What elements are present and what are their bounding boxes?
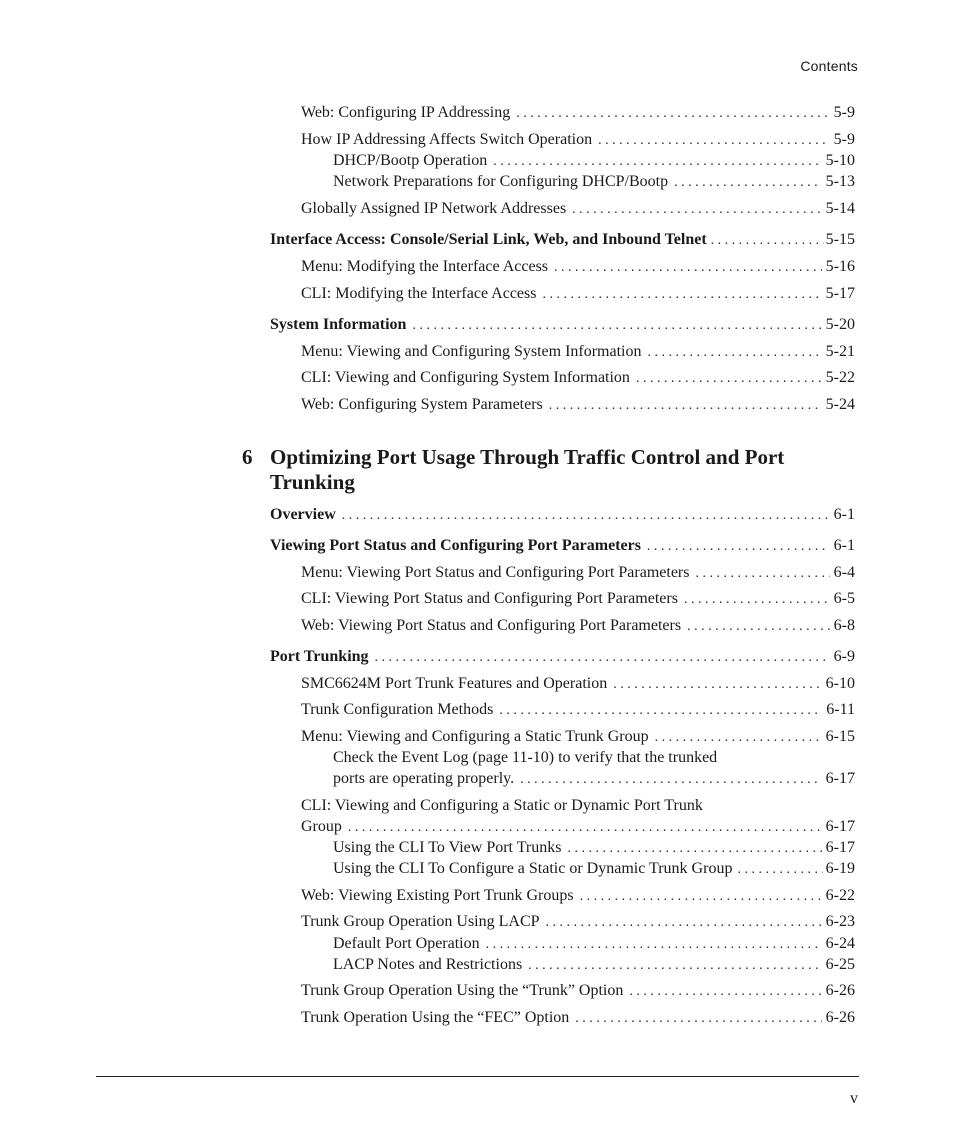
toc-entry-title: Menu: Viewing and Configuring System Information xyxy=(301,343,642,360)
toc-entry-title: Trunk Operation Using the “FEC” Option xyxy=(301,1009,570,1026)
toc-entry[interactable] xyxy=(301,674,855,694)
toc-section-entry[interactable] xyxy=(270,230,855,250)
toc-entry-page: 5-15 xyxy=(825,231,855,248)
toc-entry-page: 6-1 xyxy=(833,506,855,523)
toc-entry-title: Menu: Viewing Port Status and Configuring Port Parameters xyxy=(301,564,690,581)
toc-entry-page: 6-22 xyxy=(825,887,855,904)
toc-entry-page: 6-23 xyxy=(825,913,855,930)
toc-entry-page: 6-26 xyxy=(825,982,855,999)
toc-entry[interactable] xyxy=(301,563,855,583)
toc-entry-page: 6-19 xyxy=(825,860,855,877)
toc-entry-title: Using the CLI To View Port Trunks xyxy=(333,839,562,856)
toc-section-entry[interactable] xyxy=(270,647,855,667)
toc-entry-title: Menu: Modifying the Interface Access xyxy=(301,258,549,275)
toc-entry[interactable] xyxy=(333,934,855,954)
dot-leader xyxy=(647,537,830,557)
toc-entry[interactable] xyxy=(301,1008,855,1028)
toc-entry-title: DHCP/Bootp Operation xyxy=(333,152,488,169)
toc-entry-title: Globally Assigned IP Network Addresses xyxy=(301,200,567,217)
toc-entry[interactable] xyxy=(333,151,855,171)
toc-entry[interactable] xyxy=(301,284,855,304)
chapter-number: 6 xyxy=(242,445,253,469)
toc-entry-title: Web: Viewing Existing Port Trunk Groups xyxy=(301,887,574,904)
toc-entry-page: 5-9 xyxy=(833,131,855,148)
toc-entry[interactable] xyxy=(301,886,855,906)
toc-section-entry[interactable] xyxy=(270,505,855,525)
toc-entry[interactable] xyxy=(301,589,855,609)
toc-entry-page: 5-13 xyxy=(825,173,855,190)
toc-entry-title-line2: ports are operating properly. xyxy=(333,770,515,787)
toc-entry-title: Default Port Operation xyxy=(333,935,480,952)
toc-entry-page: 5-20 xyxy=(825,316,855,333)
toc-entry[interactable] xyxy=(333,859,855,879)
toc-entry-title: Viewing Port Status and Configuring Port Parameters xyxy=(270,537,641,554)
toc-entry-title: Menu: Viewing and Configuring a Static Trunk Group xyxy=(301,728,649,745)
toc-entry[interactable] xyxy=(301,103,855,123)
dot-leader xyxy=(711,231,824,251)
toc-entry[interactable] xyxy=(301,981,855,1001)
dot-leader xyxy=(342,506,830,526)
toc-entry-title: Web: Configuring IP Addressing xyxy=(301,104,511,121)
toc-entry-title: System Information xyxy=(270,316,407,333)
dot-leader xyxy=(674,173,822,193)
dot-leader xyxy=(629,982,821,1002)
dot-leader xyxy=(695,564,829,584)
toc-entry-page: 6-26 xyxy=(825,1009,855,1026)
toc-entry[interactable] xyxy=(301,342,855,362)
dot-leader xyxy=(546,913,822,933)
toc-entry-page: 5-16 xyxy=(825,258,855,275)
toc-entry-title-line2: Group xyxy=(301,818,342,835)
toc-entry-page: 5-14 xyxy=(825,200,855,217)
toc-section-entry[interactable] xyxy=(270,536,855,556)
toc-entry-page: 5-9 xyxy=(833,104,855,121)
toc-entry[interactable] xyxy=(301,700,855,720)
page-number: v xyxy=(850,1090,858,1107)
dot-leader xyxy=(647,343,821,363)
dot-leader xyxy=(580,887,822,907)
toc-entry-title: Web: Viewing Port Status and Configuring Port Parameters xyxy=(301,617,682,634)
toc-entry-page: 6-5 xyxy=(833,590,855,607)
toc-entry-page: 5-24 xyxy=(825,396,855,413)
dot-leader xyxy=(636,369,822,389)
toc-entry[interactable] xyxy=(301,616,855,636)
chapter-title[interactable]: Optimizing Port Usage Through Traffic Control and Port Trunking xyxy=(270,445,785,494)
dot-leader xyxy=(575,1009,821,1029)
toc-entry-page: 6-11 xyxy=(826,701,855,718)
toc-entry[interactable] xyxy=(301,257,855,277)
toc-entry-title: SMC6624M Port Trunk Features and Operation xyxy=(301,675,608,692)
dot-leader xyxy=(412,316,821,336)
toc-entry-title: Web: Configuring System Parameters xyxy=(301,396,543,413)
dot-leader xyxy=(598,131,830,151)
toc-entry-page: 6-10 xyxy=(825,675,855,692)
dot-leader xyxy=(567,839,821,859)
toc-entry-title: CLI: Viewing and Configuring System Information xyxy=(301,369,630,386)
toc-entry-title: Interface Access: Console/Serial Link, Web, and Inbound Telnet xyxy=(270,231,707,248)
toc-entry-title: Trunk Group Operation Using LACP xyxy=(301,913,540,930)
toc-entry-page: 6-9 xyxy=(833,648,855,665)
toc-entry[interactable] xyxy=(301,727,855,747)
toc-entry-title: CLI: Viewing Port Status and Configuring Port Parameters xyxy=(301,590,678,607)
toc-entry-title: Trunk Group Operation Using the “Trunk” Option xyxy=(301,982,624,999)
toc-entry-page: 6-17 xyxy=(825,818,855,835)
toc-entry-title: Port Trunking xyxy=(270,648,369,665)
toc-entry[interactable] xyxy=(301,912,855,932)
dot-leader xyxy=(542,285,821,305)
dot-leader xyxy=(549,396,822,416)
dot-leader xyxy=(613,675,821,695)
dot-leader xyxy=(486,935,822,955)
toc-entry-page: 6-4 xyxy=(833,564,855,581)
toc-entry-page: 5-21 xyxy=(825,343,855,360)
toc-entry-title: How IP Addressing Affects Switch Operation xyxy=(301,131,593,148)
toc-entry-page: 6-17 xyxy=(825,770,855,787)
dot-leader xyxy=(375,648,830,668)
toc-entry-page: 6-24 xyxy=(825,935,855,952)
dot-leader xyxy=(684,590,830,610)
dot-leader xyxy=(572,200,822,220)
toc-entry-title: Using the CLI To Configure a Static or Dynamic Trunk Group xyxy=(333,860,733,877)
toc-entry[interactable] xyxy=(333,955,855,975)
toc-entry-page: 5-17 xyxy=(825,285,855,302)
toc-entry-page: 6-17 xyxy=(825,839,855,856)
toc-entry[interactable] xyxy=(333,769,855,789)
toc-section-entry[interactable] xyxy=(270,315,855,335)
dot-leader xyxy=(687,617,830,637)
toc-entry[interactable] xyxy=(301,199,855,219)
toc-entry-page: 6-25 xyxy=(825,956,855,973)
toc-entry-page: 5-10 xyxy=(825,152,855,169)
toc-entry[interactable] xyxy=(333,838,855,858)
toc-entry[interactable] xyxy=(301,817,855,837)
footer-rule xyxy=(96,1076,859,1077)
toc-entry-title: CLI: Modifying the Interface Access xyxy=(301,285,537,302)
toc-entry-title-line1[interactable]: Check the Event Log (page 11-10) to verify that the trunked xyxy=(333,749,718,766)
toc-entry-title: Network Preparations for Configuring DHCP/Bootp xyxy=(333,173,669,190)
dot-leader xyxy=(516,104,829,124)
toc-entry-title: LACP Notes and Restrictions xyxy=(333,956,523,973)
toc-entry-page: 6-1 xyxy=(833,537,855,554)
toc-entry-page: 6-15 xyxy=(825,728,855,745)
dot-leader xyxy=(493,152,821,172)
toc-entry-title: Trunk Configuration Methods xyxy=(301,701,494,718)
toc-entry-page: 6-8 xyxy=(833,617,855,634)
toc-entry-page: 5-22 xyxy=(825,369,855,386)
toc-entry-title-line1[interactable]: CLI: Viewing and Configuring a Static or Dynamic Port Trunk xyxy=(301,797,703,814)
toc-entry[interactable] xyxy=(301,395,855,415)
dot-leader xyxy=(520,770,822,790)
dot-leader xyxy=(737,860,822,880)
toc-entry[interactable] xyxy=(333,172,855,192)
dot-leader xyxy=(554,258,822,278)
toc-entry[interactable] xyxy=(301,368,855,388)
toc-entry[interactable] xyxy=(301,130,855,150)
dot-leader xyxy=(655,728,822,748)
dot-leader xyxy=(528,956,822,976)
dot-leader xyxy=(499,701,822,721)
running-header: Contents xyxy=(800,58,858,74)
dot-leader xyxy=(348,818,822,838)
toc-entry-title: Overview xyxy=(270,506,336,523)
